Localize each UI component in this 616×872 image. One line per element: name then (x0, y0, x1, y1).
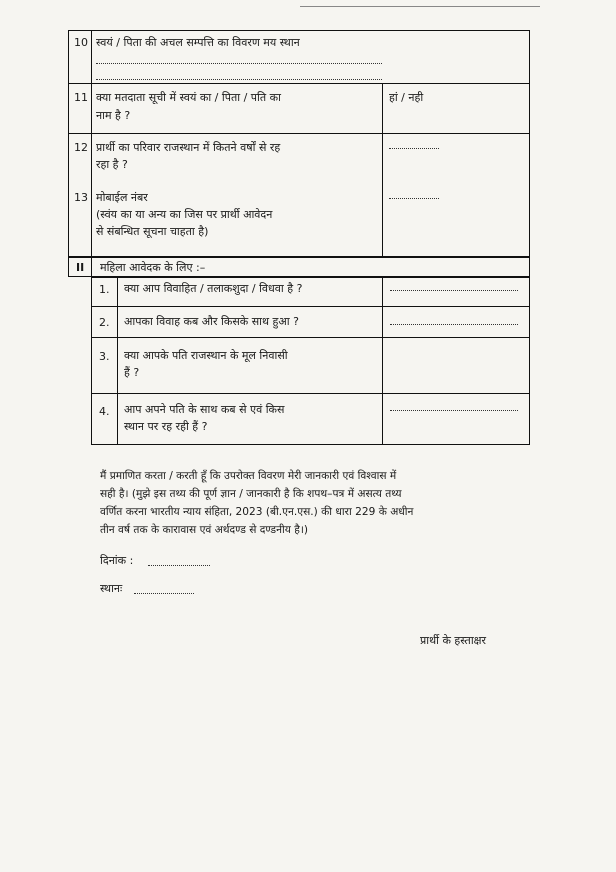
item-2-number: 2. (99, 316, 110, 329)
place-field[interactable] (134, 593, 194, 594)
place-label: स्थानः (100, 582, 123, 595)
date-label: दिनांक : (100, 554, 134, 567)
row-12-answer-line[interactable] (389, 148, 439, 149)
item-divider (91, 306, 530, 307)
item-4-number: 4. (99, 405, 110, 418)
row-11-question-line: नाम है ? (96, 109, 131, 122)
item-divider (91, 337, 530, 338)
date-field[interactable] (148, 565, 210, 566)
row-11-question-line: क्या मतदाता सूची में स्वयं का / पिता / पति का (96, 91, 281, 104)
signature-label: प्रार्थी के हस्ताक्षर (420, 634, 487, 647)
item-1-answer-line[interactable] (390, 290, 518, 291)
section-2-title: महिला आवेदक के लिए :– (100, 261, 206, 274)
answer-column-divider (382, 83, 383, 257)
item-2-question: आपका विवाह कब और किसके साथ हुआ ? (124, 315, 299, 328)
section-2-number-divider (91, 257, 92, 277)
top-edge-line (300, 6, 540, 7)
row-13-question-line: से संबन्धित सूचना चाहता है) (96, 225, 209, 238)
item-number-divider (117, 277, 118, 445)
declaration-line: वर्णित करना भारतीय न्याय संहिता, 2023 (बी.एन.एस.) की धारा 229 के अधीन (100, 506, 414, 518)
declaration-line: मैं प्रमाणित करता / करती हूँ कि उपरोक्त विवरण मेरी जानकारी एवं विश्वास में (100, 470, 397, 482)
item-4-question-line: आप अपने पति के साथ कब से एवं किस (124, 403, 285, 416)
declaration-line: सही है। (मुझे इस तथ्य की पूर्ण ज्ञान / जानकारी है कि शपथ–पत्र में असत्य तथ्य (100, 488, 402, 500)
row-11-number: 11 (74, 91, 88, 104)
row-12-question-line: प्रार्थी का परिवार राजस्थान में कितने वर्षों से रह (96, 141, 281, 154)
item-3-question-line: हैं ? (124, 366, 140, 379)
item-2-answer-line[interactable] (390, 324, 518, 325)
row-12-question-line: रहा है ? (96, 158, 128, 171)
row-13-question-line: (स्वंय का या अन्य का जिस पर प्रार्थी आवेदन (96, 208, 273, 221)
row-13-question-line: मोबाईल नंबर (96, 191, 148, 204)
row-divider (68, 133, 530, 134)
row-11-answer: हां / नही (389, 91, 424, 104)
item-divider (91, 393, 530, 394)
item-answer-divider (382, 277, 383, 445)
row-10-question: स्वयं / पिता की अचल सम्पत्ति का विवरण मय स्थान (96, 36, 300, 49)
item-3-question-line: क्या आपके पति राजस्थान के मूल निवासी (124, 349, 288, 362)
row-divider (68, 83, 530, 84)
item-3-number: 3. (99, 350, 110, 363)
section-2-number: II (76, 261, 85, 274)
item-4-answer-line[interactable] (390, 410, 518, 411)
item-1-question: क्या आप विवाहित / तलाकशुदा / विधवा है ? (124, 282, 303, 295)
item-1-number: 1. (99, 283, 110, 296)
row-10-number: 10 (74, 36, 88, 49)
row-10-answer-line[interactable] (96, 79, 382, 80)
item-4-question-line: स्थान पर रह रही हैं ? (124, 420, 208, 433)
row-12-number: 12 (74, 141, 88, 154)
row-13-number: 13 (74, 191, 88, 204)
declaration-line: तीन वर्ष तक के कारावास एवं अर्थदण्ड से दण्डनीय है।) (100, 524, 309, 536)
row-10-answer-line[interactable] (96, 63, 382, 64)
row-13-answer-line[interactable] (389, 198, 439, 199)
number-column-divider (91, 30, 92, 257)
